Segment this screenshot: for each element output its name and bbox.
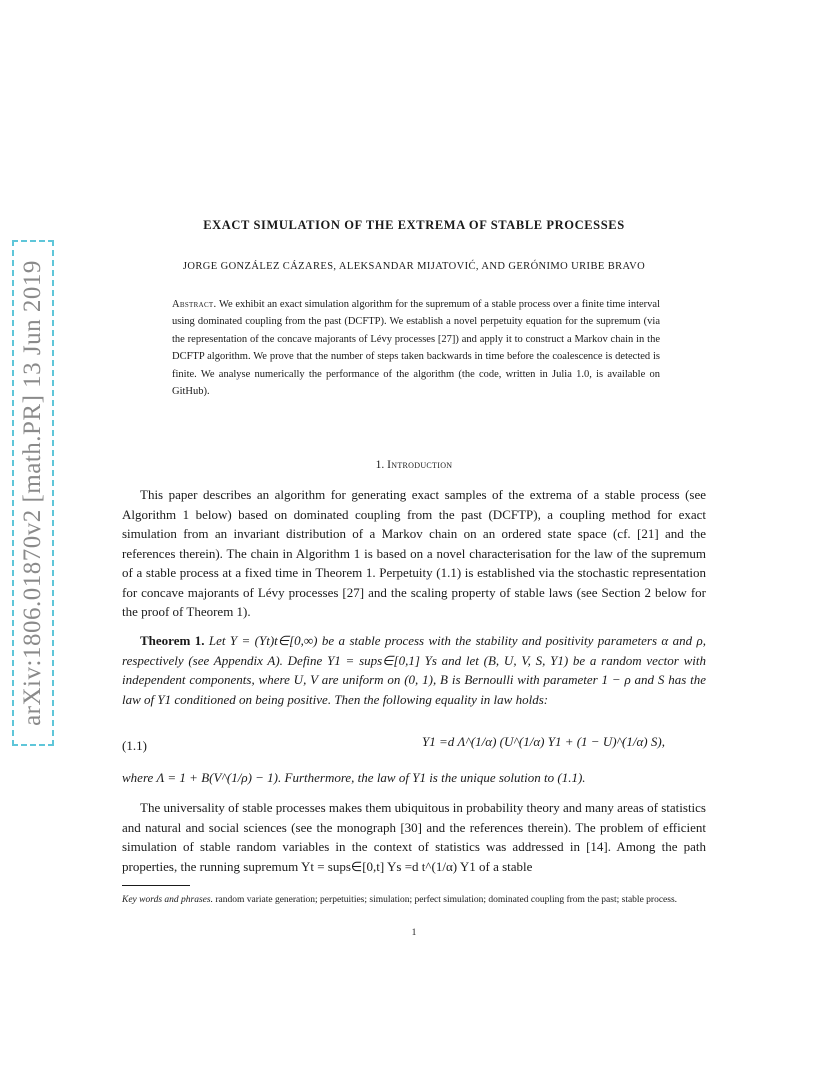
- arxiv-stamp: [12, 240, 54, 746]
- abstract-text: We exhibit an exact simulation algorithm for the supremum of a stable process over a finite time interval using dominated coupling from the past (DCFTP). We establish a novel perpetuity equation for the supremum (via the representation of the concave majorants of Lévy processes [27]) and apply it to construct a Markov chain in the DCFTP algorithm. We prove that the number of steps taken backwards in time before the coalescence is detected is finite. We analyse numerically the performance of the algorithm (the code, written in Julia 1.0, is available on GitHub).: [172, 299, 660, 398]
- theorem-tail-text: where Λ = 1 + B(V^(1/ρ) − 1). Furthermore, the law of Y1 is the unique solution to (1.1).: [122, 770, 586, 785]
- section-heading: [0, 459, 828, 471]
- section-number: 1.: [375, 459, 385, 471]
- section-title: Introduction: [387, 459, 453, 471]
- closing-paragraph: [122, 798, 706, 876]
- theorem-text: Let Y = (Yt)t∈[0,∞) be a stable process with the stability and positivity parameters α and ρ, respectively (see Appendix A). Define Y1 = sups∈[0,1] Ys and let (B, U, V, S, Y1) be a random vector with independent components, where U, V are uniform on (0, 1), B is Bernoulli with parameter 1 − ρ and S has the law of Y1 conditioned on being positive. Then the following equality in law holds:: [122, 633, 707, 707]
- paper-title: EXACT SIMULATION OF THE EXTREMA OF STABLE PROCESSES: [203, 218, 625, 232]
- footnote-label: Key words and phrases.: [122, 895, 213, 905]
- intro-text: This paper describes an algorithm for generating exact samples of the extrema of a stable process (see Algorithm 1 below) based on dominated coupling from the past (DCFTP), a coupling method for exact simulation from an invariant distribution of a Markov chain on an ordered state space (cf. [21] and the references therein). The chain in Algorithm 1 is based on a novel characterisation for the law of the supremum of a stable process at a fixed time in Theorem 1. Perpetuity (1.1) is established via the stochastic representation for concave majorants of Lévy processes [27] and the scaling property of stable laws (see Section 2 below for the proof of Theorem 1).: [122, 487, 706, 619]
- page-number: 1: [411, 928, 417, 938]
- theorem-label: Theorem 1.: [140, 633, 205, 648]
- footnote-text: random variate generation; perpetuities; simulation; perfect simulation; dominated coupling from the past; stable process.: [215, 895, 678, 905]
- abstract: [172, 296, 660, 400]
- intro-paragraph: [122, 485, 706, 622]
- footnote-rule: [122, 885, 190, 886]
- arxiv-id: arXiv:1806.01870v2 [math.PR] 13 Jun 2019: [19, 260, 46, 726]
- closing-text: The universality of stable processes makes them ubiquitous in probability theory and many areas of statistics and natural and social sciences (see the monograph [30] and the references therein). The problem of efficient simulation of stable random variables in the context of statistics was addressed in [14]. Among the path properties, the running supremum Yt = sups∈[0,t] Ys =d t^(1/α) Y1 of a stable: [122, 800, 706, 874]
- equation-number: (1.1): [122, 738, 147, 753]
- equation-body: Y1 =d Λ^(1/α) (U^(1/α) Y1 + (1 − U)^(1/α) S),: [422, 734, 665, 749]
- author-list: JORGE GONZÁLEZ CÁZARES, ALEKSANDAR MIJATOVIĆ, AND GERÓNIMO URIBE BRAVO: [182, 261, 646, 272]
- theorem-block: [122, 631, 706, 709]
- footnote: [122, 892, 706, 908]
- abstract-label: Abstract.: [172, 299, 217, 310]
- theorem-tail: [122, 768, 706, 788]
